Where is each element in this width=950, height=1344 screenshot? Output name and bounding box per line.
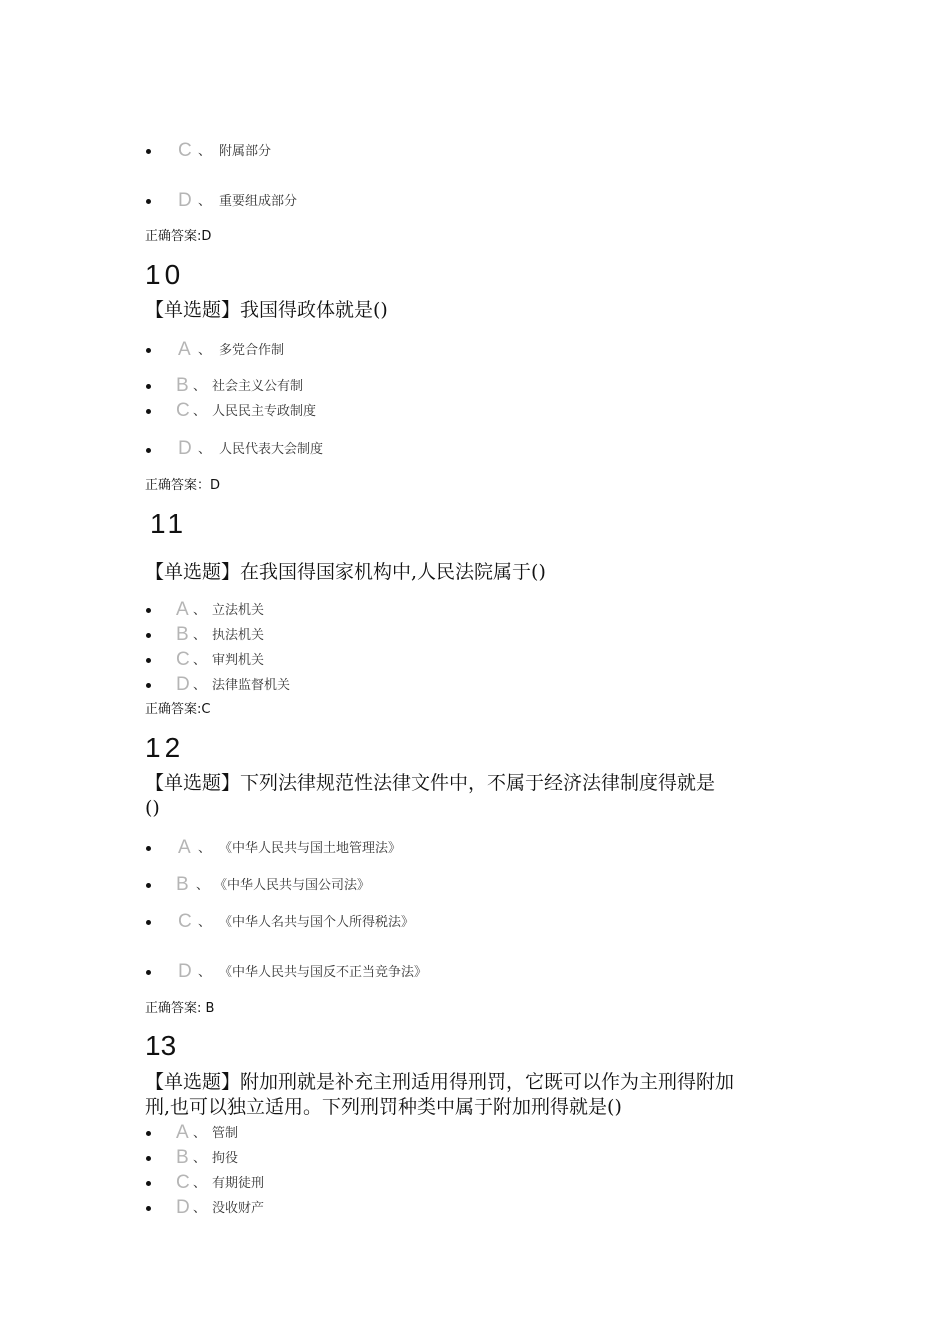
correct-answer: 正确答案: B <box>145 1001 215 1016</box>
option-separator: 、 <box>193 1201 207 1216</box>
option-separator: 、 <box>196 878 210 893</box>
option-letter: B <box>176 1147 189 1168</box>
option-text: 立法机关 <box>212 603 265 618</box>
option-text: 人民民主专政制度 <box>212 404 317 419</box>
bullet-icon <box>146 883 151 888</box>
option-text: 重要组成部分 <box>219 194 298 209</box>
bullet-icon <box>146 970 151 975</box>
bullet-icon <box>146 1206 151 1211</box>
option-text: 执法机关 <box>212 628 265 643</box>
option-letter: D <box>176 1197 190 1218</box>
option-letter: D <box>178 438 192 459</box>
option-separator: 、 <box>198 841 212 856</box>
question-stem-line-2: 刑,也可以独立适用。下列刑罚种类中属于附加刑得就是() <box>145 1096 622 1118</box>
option-separator: 、 <box>198 442 212 457</box>
question-number: 12 <box>145 732 185 763</box>
question-stem-line-2: () <box>145 797 160 819</box>
option-separator: 、 <box>193 653 207 668</box>
option-separator: 、 <box>198 965 212 980</box>
option-letter: C <box>176 1172 190 1193</box>
option-letter: D <box>178 190 192 211</box>
option-separator: 、 <box>198 144 212 159</box>
bullet-icon <box>146 608 151 613</box>
option-letter: A <box>178 339 191 360</box>
option-text: 拘役 <box>212 1151 239 1166</box>
option-letter: B <box>176 874 189 895</box>
question-stem-line-1: 【单选题】下列法律规范性法律文件中，不属于经济法律制度得就是 <box>145 772 716 794</box>
option-text: 《中华人名共与国个人所得税法》 <box>219 915 415 930</box>
correct-answer: 正确答案:C <box>145 702 211 717</box>
option-letter: C <box>176 649 190 670</box>
bullet-icon <box>146 348 151 353</box>
option-separator: 、 <box>193 1176 207 1191</box>
bullet-icon <box>146 1131 151 1136</box>
option-letter: D <box>176 674 190 695</box>
option-separator: 、 <box>193 379 207 394</box>
option-text: 多党合作制 <box>219 343 285 358</box>
bullet-icon <box>146 384 151 389</box>
bullet-icon <box>146 920 151 925</box>
question-stem-line-1: 【单选题】附加刑就是补充主刑适用得刑罚，它既可以作为主刑得附加 <box>145 1071 735 1093</box>
bullet-icon <box>146 633 151 638</box>
option-text: 没收财产 <box>212 1201 265 1216</box>
option-letter: B <box>176 375 189 396</box>
bullet-icon <box>146 1181 151 1186</box>
option-letter: C <box>176 400 190 421</box>
correct-answer: 正确答案:D <box>145 229 212 244</box>
bullet-icon <box>146 846 151 851</box>
option-letter: A <box>178 837 191 858</box>
option-text: 《中华人民共与国土地管理法》 <box>219 841 402 856</box>
option-text: 人民代表大会制度 <box>219 442 324 457</box>
option-separator: 、 <box>193 404 207 419</box>
option-text: 社会主义公有制 <box>212 379 304 394</box>
option-text: 附属部分 <box>219 144 272 159</box>
bullet-icon <box>146 683 151 688</box>
option-separator: 、 <box>198 194 212 209</box>
question-stem: 【单选题】在我国得国家机构中,人民法院属于() <box>145 561 546 583</box>
correct-answer: 正确答案：D <box>145 478 221 493</box>
option-letter: B <box>176 624 189 645</box>
option-letter: A <box>176 1122 189 1143</box>
question-stem: 【单选题】我国得政体就是() <box>145 299 388 321</box>
option-separator: 、 <box>193 1151 207 1166</box>
option-letter: C <box>178 911 192 932</box>
option-separator: 、 <box>193 603 207 618</box>
option-separator: 、 <box>198 343 212 358</box>
bullet-icon <box>146 1156 151 1161</box>
option-letter: A <box>176 599 189 620</box>
option-text: 审判机关 <box>212 653 265 668</box>
question-number: 10 <box>145 259 185 290</box>
option-text: 管制 <box>212 1126 239 1141</box>
question-number: 11 <box>150 508 188 539</box>
option-separator: 、 <box>198 915 212 930</box>
option-separator: 、 <box>193 628 207 643</box>
bullet-icon <box>146 199 151 204</box>
bullet-icon <box>146 409 151 414</box>
option-separator: 、 <box>193 1126 207 1141</box>
bullet-icon <box>146 448 151 453</box>
option-text: 法律监督机关 <box>212 678 291 693</box>
option-letter: C <box>178 140 192 161</box>
option-text: 有期徒刑 <box>212 1176 265 1191</box>
question-number: 13 <box>145 1030 177 1061</box>
option-letter: D <box>178 961 192 982</box>
option-separator: 、 <box>193 678 207 693</box>
bullet-icon <box>146 658 151 663</box>
bullet-icon <box>146 149 151 154</box>
option-text: 《中华人民共与国公司法》 <box>214 878 371 893</box>
option-text: 《中华人民共与国反不正当竞争法》 <box>219 965 428 980</box>
